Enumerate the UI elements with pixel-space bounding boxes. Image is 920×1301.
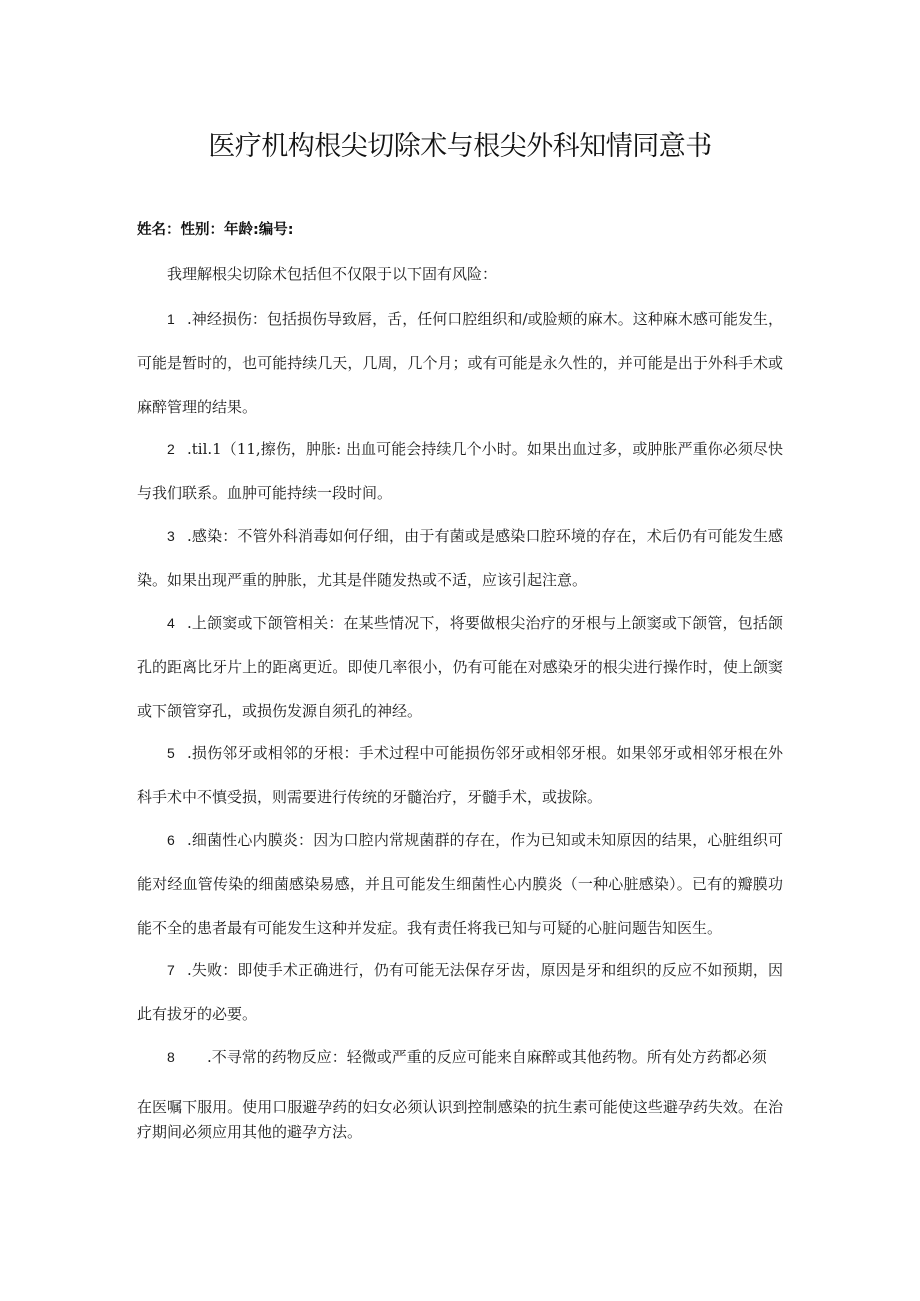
document-title: 医疗机构根尖切除术与根尖外科知情同意书 — [208, 131, 712, 162]
item-text: .不寻常的药物反应：轻微或严重的反应可能来自麻醉或其他药物。所有处方药都必须 — [207, 1048, 767, 1066]
item-text: .神经损伤：包括损伤导致唇，舌，任何口腔组织和/或脸颊的麻木。这种麻木感可能发生，可能是暂时的，也可能持续几天，几周，几个月；或有可能是永久性的，并可能是出于外科手术或麻醉管理的结果。 — [137, 310, 783, 416]
item-text: .上颌窦或下颌管相关：在某些情况下，将要做根尖治疗的牙根与上颌窦或下颌管，包括颌孔的距离比牙片上的距离更近。即使几率很小，仍有可能在对感染牙的根尖进行操作时，使上颌窦或下颌管穿孔，或损伤发源自须孔的神经。 — [137, 614, 783, 720]
item-text: .til.1（11,擦伤，肿胀: 出血可能会持续几个小时。如果出血过多，或肿胀严重你必须尽快与我们联系。血肿可能持续一段时间。 — [137, 440, 783, 502]
item-number: 4 — [167, 615, 175, 631]
risk-item-1 — [137, 297, 783, 429]
item-number: 8 — [167, 1049, 175, 1065]
item-number: 3 — [167, 528, 175, 544]
risk-item-4 — [137, 601, 783, 733]
item-text: .失败：即使手术正确进行，仍有可能无法保存牙齿，原因是牙和组织的反应不如预期，因此有拔牙的必要。 — [137, 961, 783, 1023]
risk-item-6 — [137, 818, 783, 950]
risk-item-8-first-line — [137, 1045, 783, 1069]
item-number: 7 — [167, 962, 175, 978]
item-text: .感染：不管外科消毒如何仔细，由于有菌或是感染口腔环境的存在，术后仍有可能发生感染。如果出现严重的肿胀，尤其是伴随发热或不适，应该引起注意。 — [137, 527, 783, 589]
risk-item-8-continuation: 在医嘱下服用。使用口服避孕药的妇女必须认识到控制感染的抗生素可能使这些避孕药失效。在治疗期间必须应用其他的避孕方法。 — [137, 1098, 783, 1141]
patient-info-fields: 姓名：性别：年龄:编号: — [137, 222, 294, 238]
risk-item-5 — [137, 731, 783, 819]
item-text: .细菌性心内膜炎：因为口腔内常规菌群的存在，作为已知或未知原因的结果，心脏组织可能对经血管传染的细菌感染易感，并且可能发生细菌性心内膜炎（一种心脏感染）。已有的瓣膜功能不全的患者最有可能发生这种并发症。我有责任将我已知与可疑的心脏问题告知医生。 — [137, 831, 783, 937]
intro-paragraph: 我理解根尖切除术包括但不仅限于以下固有风险： — [167, 265, 498, 283]
item-number: 2 — [167, 441, 175, 457]
item-number: 5 — [167, 745, 175, 761]
risk-item-3 — [137, 514, 783, 602]
item-number: 6 — [167, 832, 175, 848]
item-number: 1 — [167, 311, 175, 327]
risk-item-7 — [137, 948, 783, 1036]
item-text: .损伤邻牙或相邻的牙根：手术过程中可能损伤邻牙或相邻牙根。如果邻牙或相邻牙根在外科手术中不慎受损，则需要进行传统的牙髓治疗，牙髓手术，或拔除。 — [137, 744, 783, 806]
risk-item-2 — [137, 427, 783, 515]
